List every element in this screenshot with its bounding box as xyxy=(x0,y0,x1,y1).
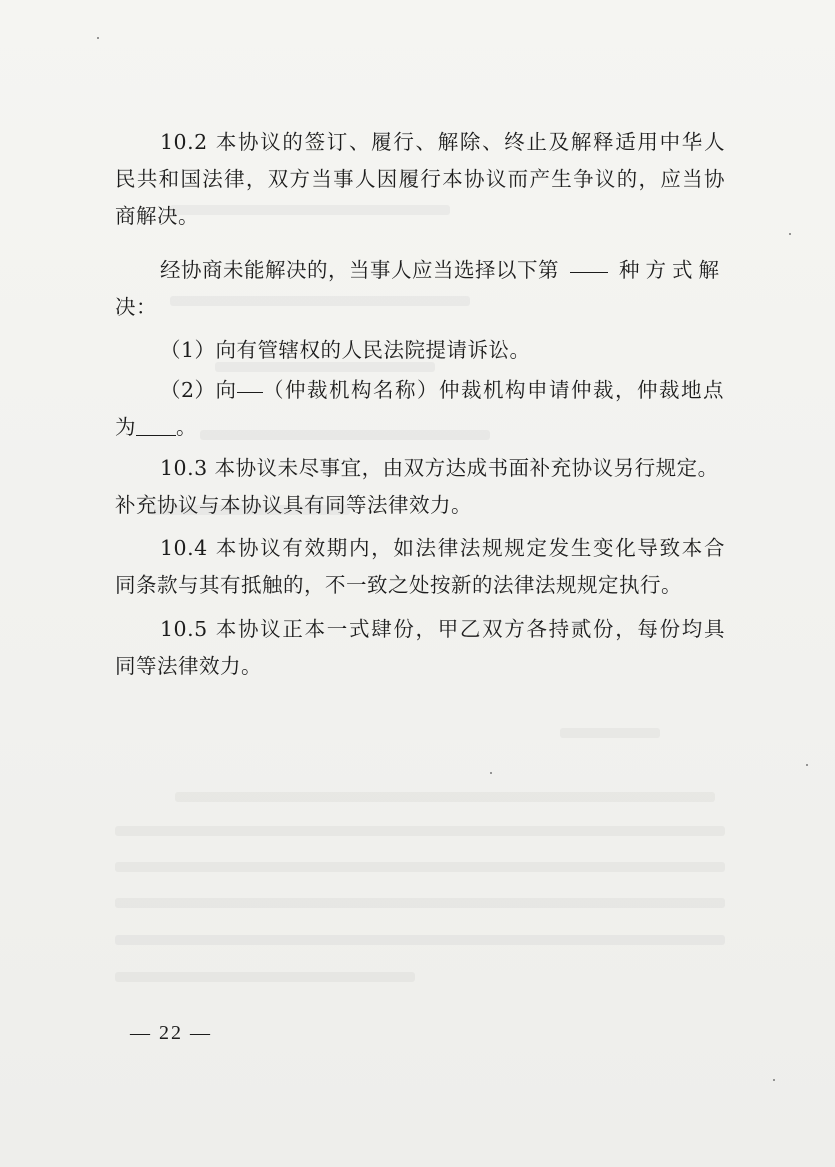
option-2-line-1 xyxy=(115,372,725,409)
option-2-line-2-post: 。 xyxy=(176,415,197,439)
clause-10-5-line-2: 同等法律效力。 xyxy=(115,654,262,678)
page-number: — 22 — xyxy=(130,1022,212,1044)
scan-speck xyxy=(789,233,791,235)
option-2-line-1-post: （仲裁机构名称）仲裁机构申请仲裁，仲裁地点 xyxy=(263,378,725,402)
bleed-through-mark xyxy=(175,792,715,802)
clause-10-4 xyxy=(115,530,725,604)
clause-10-2-line-1: 10.2 本协议的签订、履行、解除、终止及解释适用中华人 xyxy=(160,130,725,154)
dispute-line-1 xyxy=(115,252,725,289)
scan-speck xyxy=(97,37,99,39)
option-2-line-2 xyxy=(115,409,725,446)
scan-speck xyxy=(806,764,808,766)
bleed-through-mark xyxy=(115,826,725,836)
option-2 xyxy=(115,372,725,446)
option-2-line-1-pre: （2）向 xyxy=(160,378,237,402)
dispute-line-2: 决： xyxy=(115,295,157,319)
clause-10-2 xyxy=(115,124,725,235)
clause-10-5 xyxy=(115,611,725,685)
bleed-through-mark xyxy=(560,728,660,738)
dispute-resolution xyxy=(115,252,725,326)
clause-10-3 xyxy=(115,450,725,524)
option-1-text: （1）向有管辖权的人民法院提请诉讼。 xyxy=(160,338,531,362)
bleed-through-mark xyxy=(115,972,415,982)
clause-10-2-line-2: 民共和国法律，双方当事人因履行本协议而产生争议的，应当协 xyxy=(115,167,725,191)
bleed-through-mark xyxy=(115,862,725,872)
option-1 xyxy=(115,332,725,369)
dispute-line-1-pre: 经协商未能解决的，当事人应当选择以下第 xyxy=(160,258,559,282)
option-2-line-2-pre: 为 xyxy=(115,415,136,439)
clause-10-4-line-2: 同条款与其有抵触的，不一致之处按新的法律法规规定执行。 xyxy=(115,573,682,597)
bleed-through-mark xyxy=(115,935,725,945)
arbitration-place-blank xyxy=(136,415,176,436)
clause-10-3-line-2: 补充协议与本协议具有同等法律效力。 xyxy=(115,493,472,517)
clause-10-5-line-1: 10.5 本协议正本一式肆份，甲乙双方各持贰份，每份均具 xyxy=(160,617,725,641)
clause-10-4-line-1: 10.4 本协议有效期内，如法律法规规定发生变化导致本合 xyxy=(160,536,725,560)
bleed-through-mark xyxy=(115,898,725,908)
clause-10-3-line-1: 10.3 本协议未尽事宜，由双方达成书面补充协议另行规定。 xyxy=(160,456,719,480)
dispute-line-1-post: 种方式解 xyxy=(619,258,725,282)
clause-10-2-line-3: 商解决。 xyxy=(115,204,199,228)
method-number-blank xyxy=(570,252,608,273)
arbitration-body-blank xyxy=(237,372,263,393)
scan-speck xyxy=(490,772,492,774)
scan-speck xyxy=(773,1079,775,1081)
